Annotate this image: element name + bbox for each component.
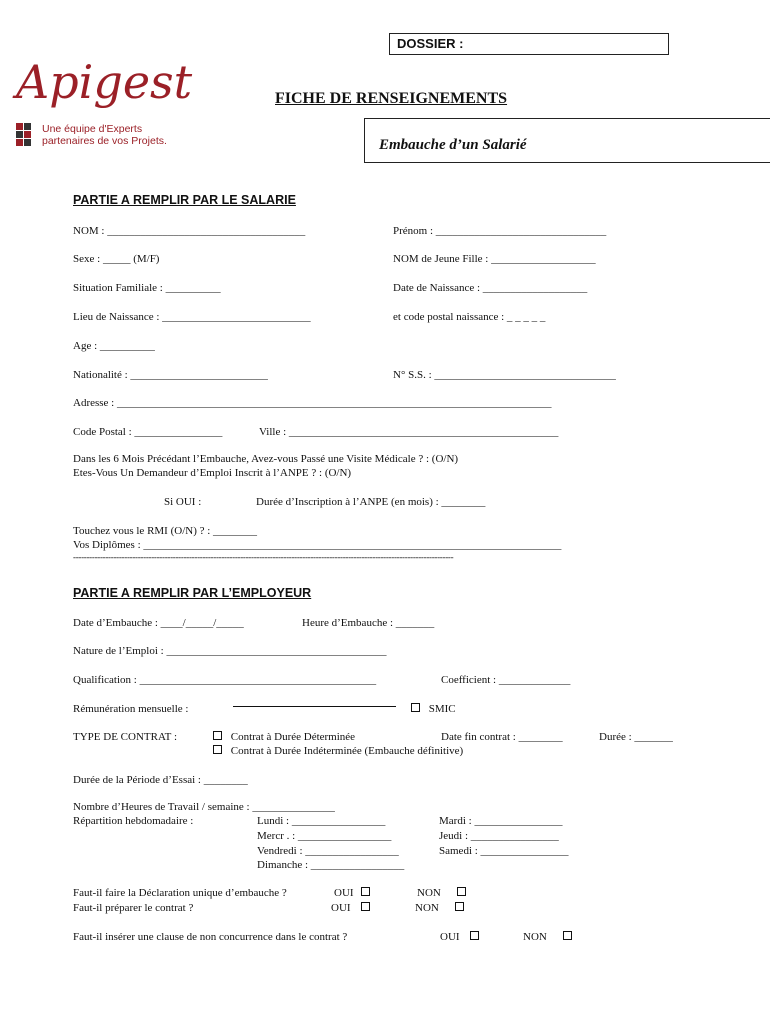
num-ss-field[interactable]: N° S.S. : _________________________________ bbox=[393, 369, 616, 381]
dpae-non-checkbox[interactable] bbox=[457, 887, 466, 896]
date-naissance-field[interactable]: Date de Naissance : ___________________ bbox=[393, 282, 588, 294]
clause-non-checkbox[interactable] bbox=[563, 931, 572, 940]
heure-embauche-field[interactable]: Heure d’Embauche : _______ bbox=[302, 617, 435, 629]
duree-contrat-field[interactable]: Durée : _______ bbox=[599, 731, 673, 743]
dpae-non-label: NON bbox=[417, 887, 441, 899]
dimanche-field[interactable]: Dimanche : _________________ bbox=[257, 859, 405, 871]
mardi-field[interactable]: Mardi : ________________ bbox=[439, 815, 563, 827]
section-salarie-heading: PARTIE A REMPLIR PAR LE SALARIE bbox=[73, 193, 296, 207]
apigest-logo bbox=[16, 55, 192, 109]
qualification-field[interactable]: Qualification : ___________________________________________ bbox=[73, 674, 377, 686]
cdd-label: Contrat à Durée Déterminée bbox=[230, 731, 356, 743]
nom-field[interactable]: NOM : ____________________________________ bbox=[73, 225, 306, 237]
nature-emploi-field[interactable]: Nature de l’Emploi : ________________________________________ bbox=[73, 645, 387, 657]
remuneration-label: Rémunération mensuelle : bbox=[73, 703, 189, 715]
section-separator: --------------------------------------------------------------------------------------------------------------------------------------------- bbox=[73, 552, 454, 562]
clause-oui-checkbox[interactable] bbox=[470, 931, 479, 940]
dpae-non-option[interactable] bbox=[417, 887, 466, 899]
heures-semaine-field[interactable]: Nombre d’Heures de Travail / semaine : _______________ bbox=[73, 801, 335, 813]
dpae-oui-option[interactable] bbox=[334, 887, 370, 899]
rmi-field[interactable]: Touchez vous le RMI (O/N) ? : ________ bbox=[73, 525, 258, 537]
dpae-oui-checkbox[interactable] bbox=[361, 887, 370, 896]
subtitle-box bbox=[364, 118, 770, 163]
samedi-field[interactable]: Samedi : ________________ bbox=[439, 845, 569, 857]
clause-oui-option[interactable] bbox=[440, 931, 479, 943]
age-field[interactable]: Age : __________ bbox=[73, 340, 155, 352]
preparer-non-checkbox[interactable] bbox=[455, 902, 464, 911]
nom-jeune-fille-field[interactable]: NOM de Jeune Fille : ___________________ bbox=[393, 253, 596, 265]
smic-checkbox[interactable] bbox=[411, 703, 420, 712]
clause-non-concurrence-question: Faut-il insérer une clause de non concurrence dans le contrat ? bbox=[73, 931, 348, 943]
section-employeur-heading: PARTIE A REMPLIR PAR L’EMPLOYEUR bbox=[73, 586, 312, 600]
dossier-box[interactable] bbox=[389, 33, 669, 55]
cdd-checkbox[interactable] bbox=[213, 731, 222, 740]
cdi-label: Contrat à Durée Indéterminée (Embauche définitive) bbox=[230, 745, 464, 757]
repartition-label: Répartition hebdomadaire : bbox=[73, 815, 194, 827]
cdi-option[interactable] bbox=[213, 745, 463, 757]
coefficient-field[interactable]: Coefficient : _____________ bbox=[441, 674, 571, 686]
diplomes-field[interactable]: Vos Diplômes : ____________________________________________________________________________ bbox=[73, 539, 562, 551]
subtitle: Embauche d’un Salarié bbox=[379, 137, 527, 153]
nationalite-field[interactable]: Nationalité : _________________________ bbox=[73, 369, 268, 381]
form-title: FICHE DE RENSEIGNEMENTS bbox=[275, 90, 508, 107]
preparer-non-label: NON bbox=[415, 902, 439, 914]
code-postal-naissance-field[interactable]: et code postal naissance : _ _ _ _ _ bbox=[393, 311, 546, 323]
date-embauche-field[interactable]: Date d’Embauche : ____/_____/_____ bbox=[73, 617, 244, 629]
preparer-contrat-question: Faut-il préparer le contrat ? bbox=[73, 902, 194, 914]
logo-text: Apigest bbox=[16, 55, 193, 109]
type-contrat-label: TYPE DE CONTRAT : bbox=[73, 731, 177, 743]
code-postal-field[interactable]: Code Postal : ________________ bbox=[73, 426, 223, 438]
mercredi-field[interactable]: Mercr . : _________________ bbox=[257, 830, 392, 842]
duree-inscription-field[interactable]: Durée d’Inscription à l’ANPE (en mois) : ________ bbox=[256, 496, 486, 508]
cdi-checkbox[interactable] bbox=[213, 745, 222, 754]
preparer-oui-option[interactable] bbox=[331, 902, 370, 914]
lundi-field[interactable]: Lundi : _________________ bbox=[257, 815, 386, 827]
lieu-naissance-field[interactable]: Lieu de Naissance : ___________________________ bbox=[73, 311, 311, 323]
tagline-line2: partenaires de vos Projets. bbox=[42, 135, 167, 147]
jeudi-field[interactable]: Jeudi : ________________ bbox=[439, 830, 559, 842]
dossier-label: DOSSIER : bbox=[397, 36, 464, 51]
sexe-field[interactable]: Sexe : _____ (M/F) bbox=[73, 253, 160, 265]
preparer-oui-label: OUI bbox=[331, 902, 351, 914]
preparer-oui-checkbox[interactable] bbox=[361, 902, 370, 911]
smic-option[interactable] bbox=[411, 703, 456, 715]
si-oui-label: Si OUI : bbox=[164, 496, 202, 508]
dpae-question: Faut-il faire la Déclaration unique d’embauche ? bbox=[73, 887, 287, 899]
prenom-field[interactable]: Prénom : _______________________________ bbox=[393, 225, 607, 237]
remuneration-input-line[interactable] bbox=[233, 706, 396, 707]
clause-oui-label: OUI bbox=[440, 931, 460, 943]
periode-essai-field[interactable]: Durée de la Période d’Essai : ________ bbox=[73, 774, 248, 786]
clause-non-option[interactable] bbox=[523, 931, 572, 943]
smic-label: SMIC bbox=[428, 703, 456, 715]
cdd-option[interactable] bbox=[213, 731, 355, 743]
anpe-question[interactable]: Etes-Vous Un Demandeur d’Emploi Inscrit à l’ANPE ? : (O/N) bbox=[73, 467, 352, 479]
situation-familiale-field[interactable]: Situation Familiale : __________ bbox=[73, 282, 221, 294]
dpae-oui-label: OUI bbox=[334, 887, 354, 899]
date-fin-contrat-field[interactable]: Date fin contrat : ________ bbox=[441, 731, 563, 743]
adresse-field[interactable]: Adresse : _______________________________________________________________________________ bbox=[73, 397, 552, 409]
preparer-non-option[interactable] bbox=[415, 902, 464, 914]
visite-medicale-question[interactable]: Dans les 6 Mois Précédant l’Embauche, Avez-vous Passé une Visite Médicale ? : (O/N) bbox=[73, 453, 459, 465]
ville-field[interactable]: Ville : _________________________________________________ bbox=[259, 426, 559, 438]
tagline-line1: Une équipe d'Experts bbox=[42, 123, 143, 135]
vendredi-field[interactable]: Vendredi : _________________ bbox=[257, 845, 399, 857]
clause-non-label: NON bbox=[523, 931, 547, 943]
